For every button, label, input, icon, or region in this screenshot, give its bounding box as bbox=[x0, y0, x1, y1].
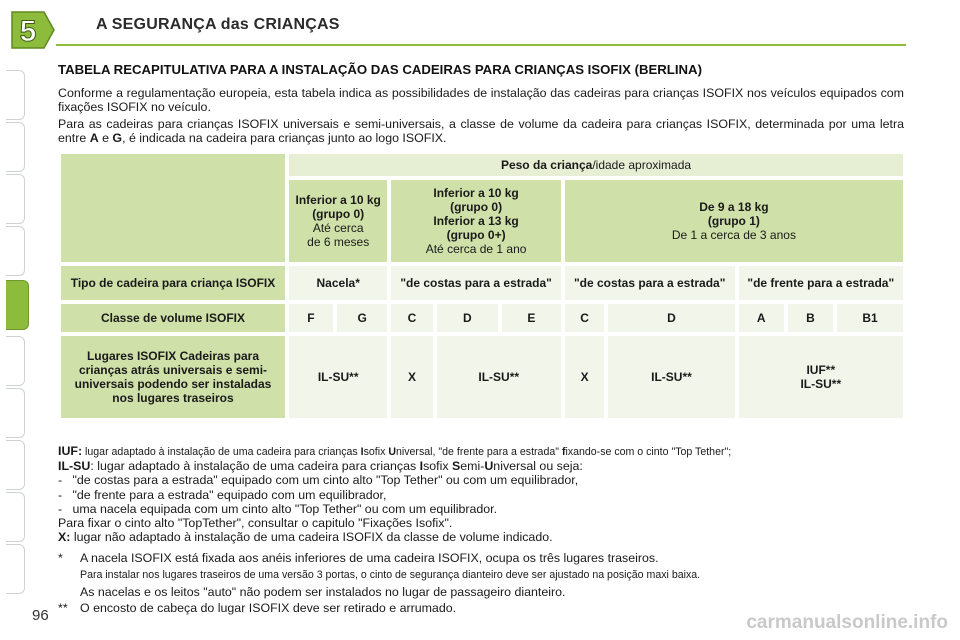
class-cell: G bbox=[337, 304, 387, 332]
group-0plus-header: Inferior a 10 kg (grupo 0) Inferior a 13 kg (grupo 0+) Até cerca de 1 ano bbox=[391, 180, 560, 262]
class-cell: C bbox=[565, 304, 605, 332]
class-cell: D bbox=[608, 304, 734, 332]
footnote-1-detail-2: As nacelas e os leitos "auto" não podem ser instalados no lugar de passageiro dianteiro. bbox=[80, 585, 566, 599]
chapter-number-badge bbox=[8, 8, 56, 52]
footnote-1: * A nacela ISOFIX está fixada aos anéis inferiores de uma cadeira ISOFIX, ocupa os três lugares traseiros. bbox=[58, 551, 659, 565]
chapter-tab[interactable] bbox=[6, 70, 25, 120]
places-cell: IL-SU** bbox=[437, 336, 561, 418]
chapter-tabs bbox=[0, 40, 40, 640]
note-ilsu: IL-SU: lugar adaptado à instalação de uma cadeira para crianças Isofix Semi-Universal ou seja: bbox=[58, 459, 583, 474]
chapter-tab[interactable] bbox=[6, 336, 25, 386]
isofix-table bbox=[57, 150, 907, 422]
list-item: - "de costas para a estrada" equipado com um cinto alto "Top Tether" ou com um equilibrador, bbox=[58, 473, 579, 488]
table-corner bbox=[61, 154, 285, 262]
chapter-tab[interactable] bbox=[6, 226, 25, 276]
type-cell: "de costas para a estrada" bbox=[565, 266, 735, 300]
places-cell: IL-SU** bbox=[289, 336, 387, 418]
note-x: X: lugar não adaptado à instalação de uma cadeira ISOFIX da classe de volume indicado. bbox=[58, 530, 553, 545]
chapter-tab[interactable] bbox=[6, 440, 25, 490]
note-iuf: IUF: lugar adaptado à instalação de uma cadeira para crianças Isofix Universal, "de frente para a estrada" fixando-se com o cinto "Top Tether"; bbox=[58, 444, 732, 458]
class-cell: A bbox=[739, 304, 784, 332]
footnote-1-detail: Para instalar nos lugares traseiros de uma versão 3 portas, o cinto de segurança dianteiro deve ser ajustado na posição maxi baixa. bbox=[80, 569, 701, 581]
intro-paragraph-1: Conforme a regulamentação europeia, esta tabela indica as possibilidades de instalação das cadeiras para crianças ISOFIX nos veículos equipados com fixações ISOFIX no veículo. bbox=[58, 86, 904, 114]
chapter-tab[interactable] bbox=[6, 492, 25, 542]
section-title: TABELA RECAPITULATIVA PARA A INSTALAÇÃO DAS CADEIRAS PARA CRIANÇAS ISOFIX (BERLINA) bbox=[58, 62, 702, 77]
page-number: 96 bbox=[32, 607, 49, 624]
chapter-tab[interactable] bbox=[6, 544, 25, 594]
chapter-title: A SEGURANÇA das CRIANÇAS bbox=[96, 16, 340, 33]
chapter-tab[interactable] bbox=[6, 174, 25, 224]
type-cell: Nacela* bbox=[289, 266, 387, 300]
class-cell: E bbox=[502, 304, 561, 332]
type-cell: "de frente para a estrada" bbox=[739, 266, 903, 300]
chapter-number: 5 bbox=[19, 15, 37, 48]
places-cell: X bbox=[391, 336, 432, 418]
class-label: Classe de volume ISOFIX bbox=[61, 304, 285, 332]
list-item: - "de frente para a estrada" equipado com um equilibrador, bbox=[58, 487, 387, 502]
class-cell: F bbox=[289, 304, 333, 332]
type-cell: "de costas para a estrada" bbox=[391, 266, 560, 300]
note-toptether: Para fixar o cinto alto "TopTether", consultar o capitulo "Fixações Isofix". bbox=[58, 516, 453, 531]
header-divider bbox=[56, 44, 906, 46]
group-1-header: De 9 a 18 kg (grupo 1) De 1 a cerca de 3 anos bbox=[565, 180, 903, 262]
class-cell: B bbox=[788, 304, 833, 332]
class-cell: D bbox=[437, 304, 498, 332]
places-cell: X bbox=[565, 336, 605, 418]
group-0-header: Inferior a 10 kg (grupo 0) Até cerca de 6 meses bbox=[289, 180, 387, 262]
places-cell: IL-SU** bbox=[608, 336, 734, 418]
watermark: carmanualsonline.info bbox=[746, 612, 948, 633]
peso-header: Peso da criança/idade aproximada bbox=[289, 154, 903, 176]
chapter-tab[interactable] bbox=[6, 122, 25, 172]
places-cell: IUF** IL-SU** bbox=[739, 336, 903, 418]
class-cell: B1 bbox=[837, 304, 903, 332]
intro-paragraph-2: Para as cadeiras para crianças ISOFIX universais e semi-universais, a classe de volume da cadeira para crianças ISOFIX, determinada por uma letra entre A e G, é indicada na cadeira para crianças junto ao logo ISOFIX. bbox=[58, 117, 904, 145]
legend-notes bbox=[58, 444, 908, 544]
chapter-tab[interactable] bbox=[6, 388, 25, 438]
type-label: Tipo de cadeira para criança ISOFIX bbox=[61, 266, 285, 300]
places-label: Lugares ISOFIX Cadeiras para crianças atrás universais e semi-universais podendo ser instaladas nos lugares traseiros bbox=[61, 336, 285, 418]
class-cell: C bbox=[391, 304, 432, 332]
chapter-tab-active[interactable] bbox=[6, 280, 29, 330]
footnote-2: ** O encosto de cabeça do lugar ISOFIX deve ser retirado e arrumado. bbox=[58, 601, 457, 615]
list-item: - uma nacela equipada com um cinto alto "Top Tether" ou com um equilibrador. bbox=[58, 501, 498, 516]
